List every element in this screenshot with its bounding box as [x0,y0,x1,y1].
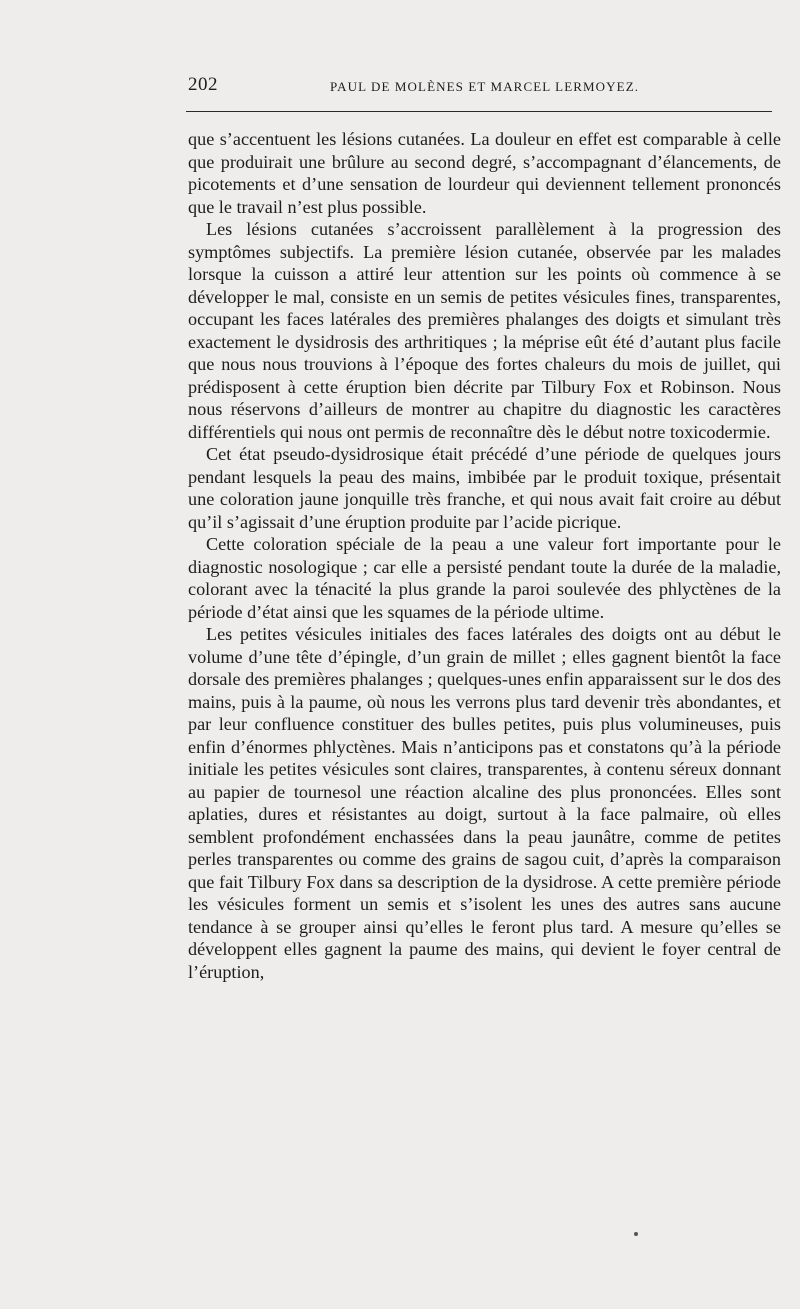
print-mark [634,1232,638,1236]
page-number: 202 [188,74,218,95]
paragraph-4: Cette coloration spéciale de la peau a une valeur fort importante pour le diagnostic nosologique ; car elle a persisté pendant toute la durée de la maladie, colorant avec la ténacité la plus grande la paroi soulevée des phlyctènes de la période d’état ainsi que les squames de la période ultime. [188,534,781,622]
running-head: PAUL DE MOLÈNES ET MARCEL LERMOYEZ. [330,79,640,94]
page-header [188,74,784,104]
body-text [188,128,781,983]
header-rule [186,111,772,112]
paragraph-1: que s’accentuent les lésions cutanées. La douleur en effet est comparable à celle que produirait une brûlure au second degré, s’accompagnant d’élancements, de picotements et d’une sensation de lourdeur qui deviennent tellement prononcés que le travail n’est plus possible. [188,129,781,217]
paragraph-2: Les lésions cutanées s’accroissent parallèlement à la progression des symptômes subjectifs. La première lésion cutanée, observée par les malades lorsque la cuisson a attiré leur attention sur les points où commence à se développer le mal, consiste en un semis de petites vésicules fines, transparentes, occupant les faces latérales des premières phalanges des doigts et simulant très exactement le dysidrosis des arthritiques ; la méprise eût été d’autant plus facile que nous nous trouvions à l’époque des fortes chaleurs du mois de juillet, qui prédisposent à cette éruption bien décrite par Tilbury Fox et Robinson. Nous nous réservons d’ailleurs de montrer au chapitre du diagnostic les caractères différentiels qui nous ont permis de reconnaître dès le début notre toxicodermie. [188,219,781,442]
paragraph-3: Cet état pseudo-dysidrosique était précédé d’une période de quelques jours pendant lesquels la peau des mains, imbibée par le produit toxique, présentait une coloration jaune jonquille très franche, et qui nous avait fait croire au début qu’il s’agissait d’une éruption produite par l’acide picrique. [188,444,781,532]
paragraph-5: Les petites vésicules initiales des faces latérales des doigts ont au début le volume d’une tête d’épingle, d’un grain de millet ; elles gagnent bientôt la face dorsale des premières phalanges ; quelques-unes enfin apparaissent sur le dos des mains, puis à la paume, où nous les verrons plus tard devenir très abondantes, et par leur confluence constituer des bulles petites, puis plus volumineuses, puis enfin d’énormes phlyctènes. Mais n’anticipons pas et constatons qu’à la période initiale les petites vésicules sont claires, transparentes, à contenu séreux donnant au papier de tournesol une réaction alcaline des plus prononcées. Elles sont aplaties, dures et résistantes au doigt, surtout à la face palmaire, où elles semblent profondément enchassées dans la peau jaunâtre, comme de petites perles transparentes ou comme des grains de sagou cuit, d’après la comparaison que fait Tilbury Fox dans sa description de la dysidrose. A cette première période les vésicules forment un semis et s’isolent les unes des autres sans aucune tendance à se grouper ainsi qu’elles le feront plus tard. A mesure qu’elles se développent elles gagnent la paume des mains, qui devient le foyer central de l’éruption, [188,624,781,982]
